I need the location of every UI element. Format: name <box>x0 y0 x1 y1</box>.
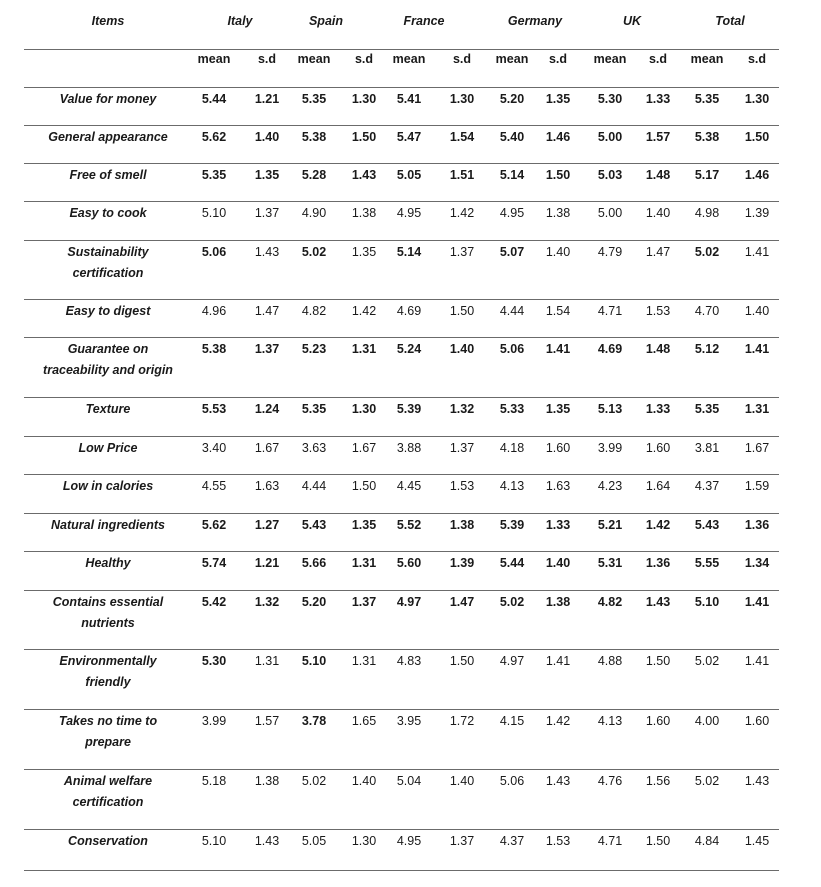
row-label: Contains essential <box>52 595 164 609</box>
mean-value: 4.71 <box>597 834 623 848</box>
sd-value: 1.30 <box>449 92 475 106</box>
sd-value: 1.37 <box>254 206 280 220</box>
row-label: prepare <box>85 735 131 749</box>
mean-value: 4.44 <box>499 304 525 318</box>
sd-value: 1.42 <box>351 304 377 318</box>
mean-value: 5.05 <box>396 168 422 182</box>
sd-value: 1.40 <box>449 774 475 788</box>
mean-value: 3.63 <box>301 441 327 455</box>
mean-value: 3.99 <box>597 441 623 455</box>
mean-header: mean <box>495 52 529 66</box>
mean-value: 4.90 <box>301 206 327 220</box>
mean-value: 5.74 <box>201 556 227 570</box>
row-label: Conservation <box>68 834 148 848</box>
mean-value: 4.76 <box>597 774 623 788</box>
sd-value: 1.41 <box>545 342 571 356</box>
sd-value: 1.47 <box>254 304 280 318</box>
sd-value: 1.40 <box>545 556 571 570</box>
sd-value: 1.63 <box>545 479 571 493</box>
sd-value: 1.31 <box>254 654 280 668</box>
table-rule <box>24 87 779 88</box>
row-label: certification <box>72 266 144 280</box>
mean-value: 5.14 <box>396 245 422 259</box>
sd-value: 1.30 <box>351 92 377 106</box>
mean-value: 3.40 <box>201 441 227 455</box>
sd-value: 1.42 <box>449 206 475 220</box>
sd-value: 1.32 <box>254 595 280 609</box>
mean-value: 3.95 <box>396 714 422 728</box>
sd-value: 1.57 <box>254 714 280 728</box>
mean-value: 5.66 <box>301 556 327 570</box>
mean-value: 5.06 <box>499 774 525 788</box>
sd-value: 1.32 <box>449 402 475 416</box>
sd-value: 1.42 <box>645 518 671 532</box>
mean-value: 5.05 <box>301 834 327 848</box>
sd-value: 1.67 <box>351 441 377 455</box>
mean-value: 5.13 <box>597 402 623 416</box>
mean-value: 5.43 <box>694 518 720 532</box>
mean-value: 5.02 <box>694 654 720 668</box>
row-label: General appearance <box>48 130 168 144</box>
row-label: certification <box>72 795 144 809</box>
row-label: Sustainability <box>67 245 149 259</box>
country-header: Total <box>715 14 745 28</box>
sd-value: 1.31 <box>744 402 770 416</box>
sd-header: s.d <box>354 52 374 66</box>
mean-value: 5.44 <box>499 556 525 570</box>
mean-value: 5.02 <box>499 595 525 609</box>
sd-value: 1.64 <box>645 479 671 493</box>
mean-header: mean <box>593 52 627 66</box>
sd-value: 1.50 <box>449 304 475 318</box>
sd-value: 1.54 <box>449 130 475 144</box>
mean-value: 5.02 <box>301 245 327 259</box>
sd-value: 1.40 <box>449 342 475 356</box>
sd-value: 1.67 <box>254 441 280 455</box>
sd-value: 1.43 <box>254 245 280 259</box>
country-header: France <box>403 14 445 28</box>
mean-value: 5.39 <box>499 518 525 532</box>
mean-value: 5.35 <box>694 402 720 416</box>
mean-value: 4.95 <box>396 834 422 848</box>
mean-value: 5.53 <box>201 402 227 416</box>
items-header: Items <box>91 14 125 28</box>
sd-value: 1.43 <box>254 834 280 848</box>
sd-value: 1.43 <box>744 774 770 788</box>
mean-value: 5.52 <box>396 518 422 532</box>
sd-value: 1.21 <box>254 556 280 570</box>
mean-value: 5.18 <box>201 774 227 788</box>
mean-value: 4.82 <box>597 595 623 609</box>
sd-value: 1.46 <box>744 168 770 182</box>
mean-value: 5.47 <box>396 130 422 144</box>
sd-value: 1.41 <box>744 342 770 356</box>
mean-value: 4.69 <box>396 304 422 318</box>
row-divider <box>24 769 779 770</box>
sd-value: 1.47 <box>645 245 671 259</box>
sd-value: 1.37 <box>449 441 475 455</box>
mean-value: 5.14 <box>499 168 525 182</box>
sd-value: 1.50 <box>351 479 377 493</box>
sd-value: 1.41 <box>545 654 571 668</box>
mean-value: 4.96 <box>201 304 227 318</box>
sd-value: 1.30 <box>744 92 770 106</box>
row-label: traceability and origin <box>43 363 173 377</box>
sd-value: 1.33 <box>545 518 571 532</box>
sd-value: 1.37 <box>254 342 280 356</box>
row-divider <box>24 513 779 514</box>
sd-value: 1.46 <box>545 130 571 144</box>
row-divider <box>24 829 779 830</box>
sd-value: 1.53 <box>645 304 671 318</box>
mean-value: 4.69 <box>597 342 623 356</box>
sd-value: 1.50 <box>744 130 770 144</box>
sd-value: 1.41 <box>744 245 770 259</box>
sd-value: 1.41 <box>744 595 770 609</box>
mean-value: 4.15 <box>499 714 525 728</box>
sd-value: 1.37 <box>449 245 475 259</box>
sd-value: 1.27 <box>254 518 280 532</box>
sd-header: s.d <box>452 52 472 66</box>
mean-value: 5.62 <box>201 130 227 144</box>
mean-value: 4.84 <box>694 834 720 848</box>
sd-value: 1.37 <box>351 595 377 609</box>
mean-value: 4.55 <box>201 479 227 493</box>
row-divider <box>24 240 779 241</box>
sd-value: 1.38 <box>449 518 475 532</box>
sd-value: 1.31 <box>351 654 377 668</box>
mean-value: 5.02 <box>301 774 327 788</box>
mean-value: 5.02 <box>694 774 720 788</box>
mean-value: 5.10 <box>301 654 327 668</box>
row-label: Free of smell <box>69 168 147 182</box>
sd-value: 1.35 <box>254 168 280 182</box>
sd-value: 1.50 <box>645 654 671 668</box>
mean-value: 5.38 <box>694 130 720 144</box>
row-divider <box>24 870 779 871</box>
row-label: Easy to cook <box>69 206 147 220</box>
country-header: Italy <box>227 14 253 28</box>
mean-value: 5.28 <box>301 168 327 182</box>
mean-value: 5.35 <box>301 402 327 416</box>
sd-value: 1.38 <box>351 206 377 220</box>
sd-value: 1.35 <box>351 245 377 259</box>
mean-value: 5.04 <box>396 774 422 788</box>
mean-value: 4.23 <box>597 479 623 493</box>
sd-value: 1.40 <box>254 130 280 144</box>
sd-value: 1.21 <box>254 92 280 106</box>
sd-value: 1.54 <box>545 304 571 318</box>
sd-value: 1.47 <box>449 595 475 609</box>
row-label: Natural ingredients <box>51 518 165 532</box>
mean-value: 5.12 <box>694 342 720 356</box>
sd-value: 1.57 <box>645 130 671 144</box>
sd-header: s.d <box>257 52 277 66</box>
mean-value: 5.35 <box>201 168 227 182</box>
mean-value: 5.33 <box>499 402 525 416</box>
sd-header: s.d <box>747 52 767 66</box>
mean-value: 4.45 <box>396 479 422 493</box>
sd-value: 1.42 <box>545 714 571 728</box>
sd-value: 1.43 <box>545 774 571 788</box>
row-label: Texture <box>85 402 131 416</box>
mean-value: 5.35 <box>694 92 720 106</box>
sd-value: 1.40 <box>645 206 671 220</box>
mean-value: 5.35 <box>301 92 327 106</box>
sd-value: 1.31 <box>351 556 377 570</box>
row-label: Healthy <box>85 556 131 570</box>
sd-value: 1.50 <box>545 168 571 182</box>
sd-value: 1.51 <box>449 168 475 182</box>
mean-value: 5.06 <box>201 245 227 259</box>
sd-value: 1.35 <box>545 92 571 106</box>
sd-value: 1.43 <box>645 595 671 609</box>
mean-value: 5.62 <box>201 518 227 532</box>
sd-value: 1.45 <box>744 834 770 848</box>
mean-value: 5.06 <box>499 342 525 356</box>
row-divider <box>24 649 779 650</box>
country-header: Germany <box>507 14 563 28</box>
mean-value: 4.83 <box>396 654 422 668</box>
sd-value: 1.50 <box>449 654 475 668</box>
sd-value: 1.35 <box>545 402 571 416</box>
mean-header: mean <box>297 52 331 66</box>
sd-value: 1.43 <box>351 168 377 182</box>
sd-value: 1.65 <box>351 714 377 728</box>
sd-value: 1.72 <box>449 714 475 728</box>
sd-value: 1.40 <box>351 774 377 788</box>
sd-value: 1.60 <box>645 714 671 728</box>
mean-value: 5.31 <box>597 556 623 570</box>
mean-value: 5.30 <box>597 92 623 106</box>
mean-value: 5.30 <box>201 654 227 668</box>
sd-value: 1.39 <box>744 206 770 220</box>
sd-value: 1.37 <box>449 834 475 848</box>
row-label: Easy to digest <box>65 304 151 318</box>
row-divider <box>24 590 779 591</box>
mean-value: 5.41 <box>396 92 422 106</box>
mean-value: 5.44 <box>201 92 227 106</box>
mean-header: mean <box>392 52 426 66</box>
row-divider <box>24 201 779 202</box>
mean-value: 4.37 <box>694 479 720 493</box>
mean-value: 4.95 <box>396 206 422 220</box>
mean-value: 4.00 <box>694 714 720 728</box>
row-label: Takes no time to <box>58 714 158 728</box>
row-label: Guarantee on <box>67 342 149 356</box>
mean-value: 5.20 <box>301 595 327 609</box>
mean-value: 4.13 <box>597 714 623 728</box>
mean-value: 5.40 <box>499 130 525 144</box>
sd-value: 1.59 <box>744 479 770 493</box>
mean-value: 4.79 <box>597 245 623 259</box>
mean-value: 4.37 <box>499 834 525 848</box>
sd-value: 1.34 <box>744 556 770 570</box>
sd-value: 1.36 <box>645 556 671 570</box>
mean-value: 4.13 <box>499 479 525 493</box>
row-divider <box>24 163 779 164</box>
mean-value: 3.78 <box>301 714 327 728</box>
sd-value: 1.24 <box>254 402 280 416</box>
row-divider <box>24 551 779 552</box>
sd-value: 1.36 <box>744 518 770 532</box>
mean-value: 5.38 <box>201 342 227 356</box>
sd-value: 1.38 <box>545 206 571 220</box>
row-label: Low Price <box>78 441 138 455</box>
mean-value: 5.43 <box>301 518 327 532</box>
mean-value: 5.02 <box>694 245 720 259</box>
mean-value: 3.81 <box>694 441 720 455</box>
sd-value: 1.56 <box>645 774 671 788</box>
sd-value: 1.60 <box>545 441 571 455</box>
mean-value: 4.70 <box>694 304 720 318</box>
mean-value: 5.03 <box>597 168 623 182</box>
mean-value: 5.10 <box>694 595 720 609</box>
mean-value: 3.99 <box>201 714 227 728</box>
sd-value: 1.63 <box>254 479 280 493</box>
sd-value: 1.38 <box>254 774 280 788</box>
mean-value: 4.98 <box>694 206 720 220</box>
mean-value: 4.97 <box>499 654 525 668</box>
mean-value: 3.88 <box>396 441 422 455</box>
sd-value: 1.40 <box>744 304 770 318</box>
sd-value: 1.53 <box>545 834 571 848</box>
row-label: Environmentally <box>59 654 157 668</box>
sd-value: 1.40 <box>545 245 571 259</box>
row-label: Low in calories <box>62 479 154 493</box>
row-divider <box>24 709 779 710</box>
sd-value: 1.39 <box>449 556 475 570</box>
mean-value: 5.24 <box>396 342 422 356</box>
sd-header: s.d <box>648 52 668 66</box>
sd-value: 1.48 <box>645 168 671 182</box>
sd-value: 1.50 <box>645 834 671 848</box>
sd-value: 1.50 <box>351 130 377 144</box>
mean-header: mean <box>197 52 231 66</box>
sd-value: 1.35 <box>351 518 377 532</box>
row-divider <box>24 337 779 338</box>
mean-value: 5.21 <box>597 518 623 532</box>
mean-value: 5.17 <box>694 168 720 182</box>
sd-value: 1.60 <box>744 714 770 728</box>
sd-value: 1.41 <box>744 654 770 668</box>
row-label: Animal welfare <box>63 774 153 788</box>
mean-value: 5.38 <box>301 130 327 144</box>
mean-value: 5.23 <box>301 342 327 356</box>
mean-value: 5.60 <box>396 556 422 570</box>
sd-header: s.d <box>548 52 568 66</box>
sd-value: 1.31 <box>351 342 377 356</box>
mean-value: 5.55 <box>694 556 720 570</box>
row-divider <box>24 397 779 398</box>
mean-value: 4.88 <box>597 654 623 668</box>
mean-value: 5.07 <box>499 245 525 259</box>
row-divider <box>24 474 779 475</box>
mean-value: 4.82 <box>301 304 327 318</box>
sd-value: 1.30 <box>351 834 377 848</box>
mean-value: 5.39 <box>396 402 422 416</box>
sd-value: 1.53 <box>449 479 475 493</box>
row-divider <box>24 436 779 437</box>
sd-value: 1.67 <box>744 441 770 455</box>
mean-value: 5.10 <box>201 834 227 848</box>
sd-value: 1.48 <box>645 342 671 356</box>
row-label: nutrients <box>81 616 135 630</box>
mean-value: 4.71 <box>597 304 623 318</box>
mean-value: 5.00 <box>597 206 623 220</box>
sd-value: 1.60 <box>645 441 671 455</box>
country-header: Spain <box>308 14 344 28</box>
mean-value: 4.44 <box>301 479 327 493</box>
sd-value: 1.33 <box>645 402 671 416</box>
sd-value: 1.38 <box>545 595 571 609</box>
mean-value: 5.00 <box>597 130 623 144</box>
row-divider <box>24 299 779 300</box>
row-divider <box>24 125 779 126</box>
mean-value: 5.42 <box>201 595 227 609</box>
country-header: UK <box>622 14 642 28</box>
sd-value: 1.33 <box>645 92 671 106</box>
mean-value: 4.95 <box>499 206 525 220</box>
sd-value: 1.30 <box>351 402 377 416</box>
row-label: friendly <box>85 675 131 689</box>
mean-value: 4.97 <box>396 595 422 609</box>
mean-header: mean <box>690 52 724 66</box>
mean-value: 5.20 <box>499 92 525 106</box>
row-label: Value for money <box>59 92 157 106</box>
mean-value: 4.18 <box>499 441 525 455</box>
mean-value: 5.10 <box>201 206 227 220</box>
